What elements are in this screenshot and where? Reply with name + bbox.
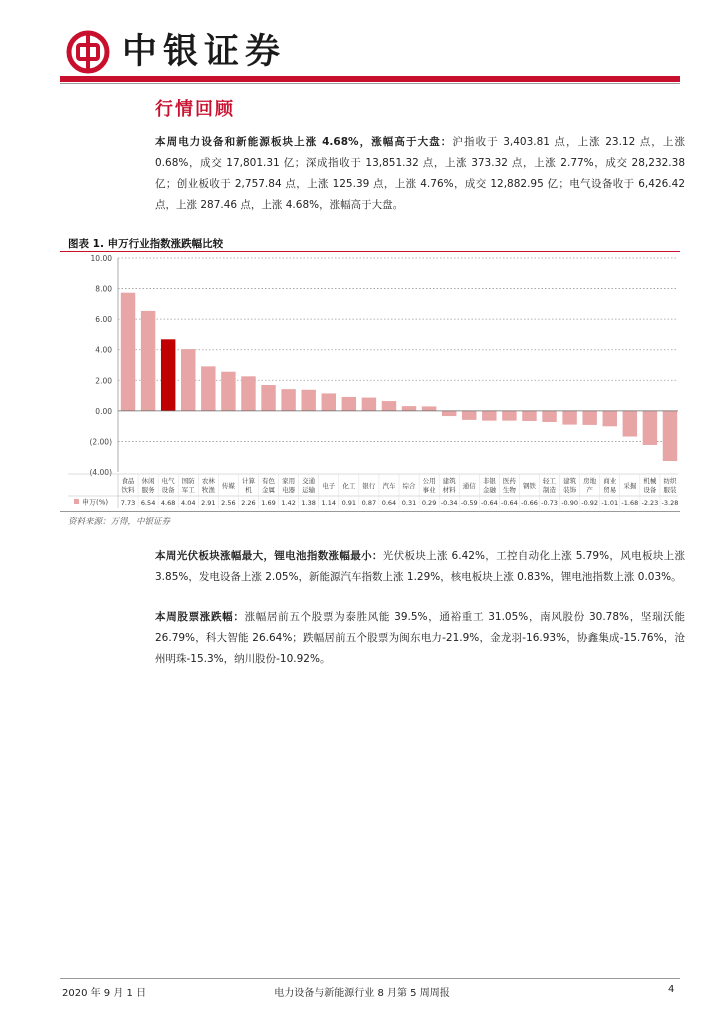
bar <box>322 393 336 410</box>
category-label: 运输 <box>302 486 316 494</box>
category-label: 建筑 <box>442 477 456 485</box>
value-label: 4.04 <box>181 499 196 507</box>
category-label: 设备 <box>643 486 657 494</box>
bank-of-china-logo-icon <box>66 30 110 74</box>
category-label: 服务 <box>141 486 155 494</box>
bar <box>161 339 175 411</box>
category-label: 电器 <box>282 486 296 494</box>
category-label: 生物 <box>502 486 516 494</box>
value-label: 6.54 <box>140 499 156 507</box>
value-label: 2.56 <box>221 499 236 507</box>
bar <box>422 406 436 410</box>
value-label: -0.64 <box>480 499 498 507</box>
bar <box>603 411 617 426</box>
category-label: 休闲 <box>141 477 155 485</box>
bar <box>241 376 255 411</box>
bar <box>402 406 416 411</box>
category-label: 建筑 <box>563 477 577 485</box>
section-title: 行情回顾 <box>155 99 235 120</box>
category-label: 设备 <box>161 486 175 494</box>
value-label: -0.34 <box>440 499 458 507</box>
bar <box>221 372 235 411</box>
value-label: -0.59 <box>460 499 478 507</box>
category-label: 公用 <box>422 477 436 485</box>
category-label: 非银 <box>482 477 496 485</box>
bar <box>542 411 556 422</box>
bar <box>141 311 155 411</box>
category-label: 金属 <box>262 486 276 494</box>
category-label: 贸易 <box>603 486 617 494</box>
category-label: 装饰 <box>563 486 577 494</box>
category-label: 通信 <box>462 482 476 490</box>
category-label: 事业 <box>422 486 436 494</box>
bar <box>522 411 536 421</box>
y-tick-label: 10.00 <box>90 254 112 263</box>
category-label: 电气 <box>161 477 175 485</box>
category-label: 商业 <box>603 477 617 485</box>
category-label: 交通 <box>302 477 316 485</box>
category-label: 制造 <box>543 486 557 494</box>
category-label: 牧渔 <box>201 486 215 494</box>
header-rule <box>60 76 680 82</box>
value-label: -1.01 <box>601 499 619 507</box>
figure-rule-bottom <box>60 511 680 512</box>
footer-title: 电力设备与新能源行业 8 月第 5 周周报 <box>274 988 450 999</box>
bar <box>301 390 315 411</box>
y-tick-label: 4.00 <box>95 345 112 355</box>
category-label: 服装 <box>663 486 677 494</box>
stocks-paragraph <box>155 607 685 670</box>
y-tick-label: 2.00 <box>95 376 112 386</box>
sector-lead: 本周光伏板块涨幅最大，锂电池指数涨幅最小： <box>155 550 383 562</box>
category-label: 农林 <box>201 477 215 485</box>
stocks-text: 涨幅居前五个股票为泰胜风能 39.5%，通裕重工 31.05%，南风股份 30.78%，坚瑞沃能 26.79%，科大智能 26.64%；跌幅居前五个股票为闽东电力-21.9%，金龙羽-16.93%，协鑫集成-15.76%，沧州明珠-15.3%，纳川股份-10.92%。 <box>155 611 685 665</box>
value-label: -3.28 <box>661 499 679 507</box>
header-rule-thin <box>60 83 680 84</box>
sector-text: 光伏板块上涨 6.42%，工控自动化上涨 5.79%，风电板块上涨 3.85%，发电设备上涨 2.05%，新能源汽车指数上涨 1.29%，核电板块上涨 0.83%，锂电池指数上涨 0.03%。 <box>155 550 686 583</box>
value-label: 0.64 <box>381 499 397 507</box>
value-label: -0.64 <box>500 499 518 507</box>
bar <box>342 397 356 411</box>
figure-source: 资料来源：万得，中银证券 <box>68 517 171 527</box>
category-label: 家用 <box>282 477 296 485</box>
market-review-lead: 本周电力设备和新能源板块上涨 4.68%，涨幅高于大盘： <box>155 136 453 148</box>
industry-index-change-chart <box>60 252 680 510</box>
value-label: 1.38 <box>301 499 316 507</box>
bar <box>562 411 576 425</box>
category-label: 综合 <box>402 482 416 490</box>
bar <box>462 411 476 420</box>
brand-name: 中银证券 <box>122 31 287 72</box>
category-label: 纺织 <box>663 477 677 485</box>
value-label: 4.68 <box>160 499 176 507</box>
category-label: 金融 <box>482 486 496 494</box>
value-label: 1.14 <box>321 499 336 507</box>
market-review-paragraph <box>155 132 685 216</box>
bar <box>623 411 637 437</box>
category-label: 机 <box>245 486 252 494</box>
bar <box>281 389 295 411</box>
y-tick-label: 8.00 <box>95 284 112 294</box>
category-label: 房地 <box>583 477 597 485</box>
bar <box>582 411 596 425</box>
category-label: 机械 <box>643 477 657 485</box>
category-label: 饮料 <box>121 486 135 494</box>
category-label: 电子 <box>322 482 336 490</box>
y-tick-label: 6.00 <box>95 315 112 325</box>
value-label: 2.26 <box>241 499 256 507</box>
value-label: -0.66 <box>521 499 538 507</box>
category-label: 食品 <box>121 477 135 485</box>
category-label: 银行 <box>362 482 376 490</box>
category-label: 有色 <box>262 477 276 485</box>
category-label: 医药 <box>502 477 516 485</box>
sector-paragraph <box>155 546 685 588</box>
legend-label: 申万(%) <box>82 498 109 507</box>
footer-date: 2020 年 9 月 1 日 <box>62 988 147 999</box>
value-label: 7.73 <box>120 499 136 507</box>
value-label: 0.87 <box>361 499 377 507</box>
value-label: -0.90 <box>561 499 579 507</box>
value-label: -0.92 <box>581 499 599 507</box>
category-label: 产 <box>586 486 593 494</box>
category-label: 传媒 <box>221 482 235 490</box>
stocks-lead: 本周股票涨跌幅： <box>155 611 245 623</box>
value-label: 0.31 <box>401 499 417 507</box>
market-review-text: 沪指收于 3,403.81 点，上涨 23.12 点，上涨 0.68%，成交 17,801.31 亿；深成指收于 13,851.32 点，上涨 373.32 点，上涨 2.77%，成交 28,232.38 亿；创业板收于 2,757.84 点，上涨 125.39 点，上涨 4.76%，成交 12,882.95 亿；电气设备收于 6,426.42 点，上涨 287.46 点，上涨 4.68%，涨幅高于大盘。 <box>155 136 685 211</box>
bar <box>643 411 657 445</box>
y-tick-label: (4.00) <box>89 468 112 477</box>
footer-rule <box>60 978 680 979</box>
category-label: 化工 <box>342 482 356 490</box>
bar <box>482 411 496 421</box>
category-label: 国防 <box>181 477 195 485</box>
category-label: 计算 <box>241 477 255 485</box>
value-label: -1.68 <box>621 499 639 507</box>
category-label: 轻工 <box>543 477 557 485</box>
value-label: 0.91 <box>341 499 357 507</box>
value-label: 0.29 <box>421 499 437 507</box>
category-label: 钢铁 <box>522 482 536 490</box>
bar <box>201 366 215 410</box>
bar <box>121 293 135 411</box>
y-tick-label: (2.00) <box>89 437 112 447</box>
value-label: -2.23 <box>641 499 659 507</box>
bar <box>382 401 396 411</box>
category-label: 汽车 <box>382 482 396 490</box>
figure-title: 图表 1. 申万行业指数涨跌幅比较 <box>68 238 224 250</box>
bar <box>502 411 516 421</box>
category-label: 采掘 <box>623 482 637 490</box>
category-label: 军工 <box>181 486 195 494</box>
bar <box>362 398 376 411</box>
bar <box>442 411 456 416</box>
value-label: 1.69 <box>261 499 276 507</box>
legend-swatch <box>74 499 79 504</box>
y-tick-label: 0.00 <box>95 406 112 416</box>
category-label: 材料 <box>442 486 456 494</box>
value-label: 2.91 <box>201 499 216 507</box>
bar <box>261 385 275 411</box>
value-label: 1.42 <box>281 499 296 507</box>
bar <box>181 349 195 411</box>
bar <box>663 411 677 461</box>
value-label: -0.73 <box>541 499 558 507</box>
page-number: 4 <box>668 984 675 995</box>
